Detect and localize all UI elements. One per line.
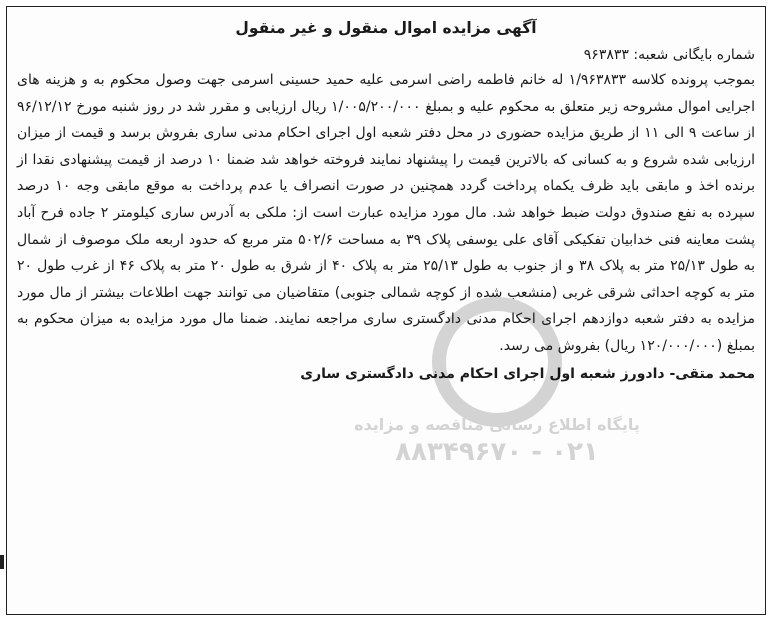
signature-line: محمد متقی- دادورز شعبه اول اجرای احکام مدنی دادگستری ساری [300,365,755,382]
archive-number: شماره بایگانی شعبه: ۹۶۳۸۳۳ [583,47,755,63]
watermark-text: پایگاه اطلاع رسانی مناقصه و مزایده [354,415,640,434]
notice-frame [6,6,766,615]
watermark-phone: ۰۲۱ - ۸۸۳۴۹۶۷۰ [395,437,599,467]
edge-marker [0,555,4,569]
notice-body: بموجب پرونده کلاسه ۱/۹۶۳۸۳۳ له خانم فاطمه راضی اسرمی علیه حمید حسینی اسرمی جهت وصول محکوم به و هزینه های اجرایی اموال مشروحه زیر متعلق به محکوم علیه و بمبلغ ۱/۰۰۵/۲۰۰/۰۰۰ ریال ارزیابی و مقرر شد در روز شنبه مورخ ۹۶/۱۲/۱۲ از ساعت ۹ الی ۱۱ از طریق مزایده حضوری در محل دفتر شعبه اول اجرای احکام مدنی ساری بفروش برسد و قیمت از میزان ارزیابی شده شروع و به کسانی که بالاترین قیمت را پیشنهاد نمایند فروخته خواهد شد ضمنا ۱۰ درصد از قیمت پیشنهادی نقدا از برنده اخذ و مابقی باید ظرف یکماه پرداخت گردد همچنین در صورت انصراف یا عدم پرداخت به موقع مابقی وجه ۱۰ درصد سپرده به نفع صندوق دولت ضبط خواهد شد. مال مورد مزایده عبارت است از: ملکی به آدرس ساری کیلومتر ۲ جاده فرح آباد پشت معاینه فنی خدابیان تفکیکی آقای علی یوسفی پلاک ۳۹ به مساحت ۵۰۲/۶ متر مربع که حدود اربعه ملک موصوف از شمال به طول ۲۵/۱۳ متر به پلاک ۳۸ و از جنوب به طول ۲۵/۱۳ متر به پلاک ۴۰ از شرق به طول ۲۰ متر به پلاک ۴۶ از غرب طول ۲۰ متر به کوچه احداثی شرقی غربی (منشعب شده از کوچه شمالی جنوبی) متقاضیان می توانند جهت اطلاعات بیشتر از مال مورد مزایده به دفتر شعبه دوازدهم اجرای احکام مدنی دادگستری ساری مراجعه نمایند. ضمنا مال مورد مزایده به میزان محکوم به بمبلغ (۱۲۰/۰۰۰/۰۰۰ ریال) بفروش می رسد. [17,72,756,354]
notice-content [17,13,755,608]
notice-title: آگهی مزایده اموال منقول و غیر منقول [235,19,537,37]
